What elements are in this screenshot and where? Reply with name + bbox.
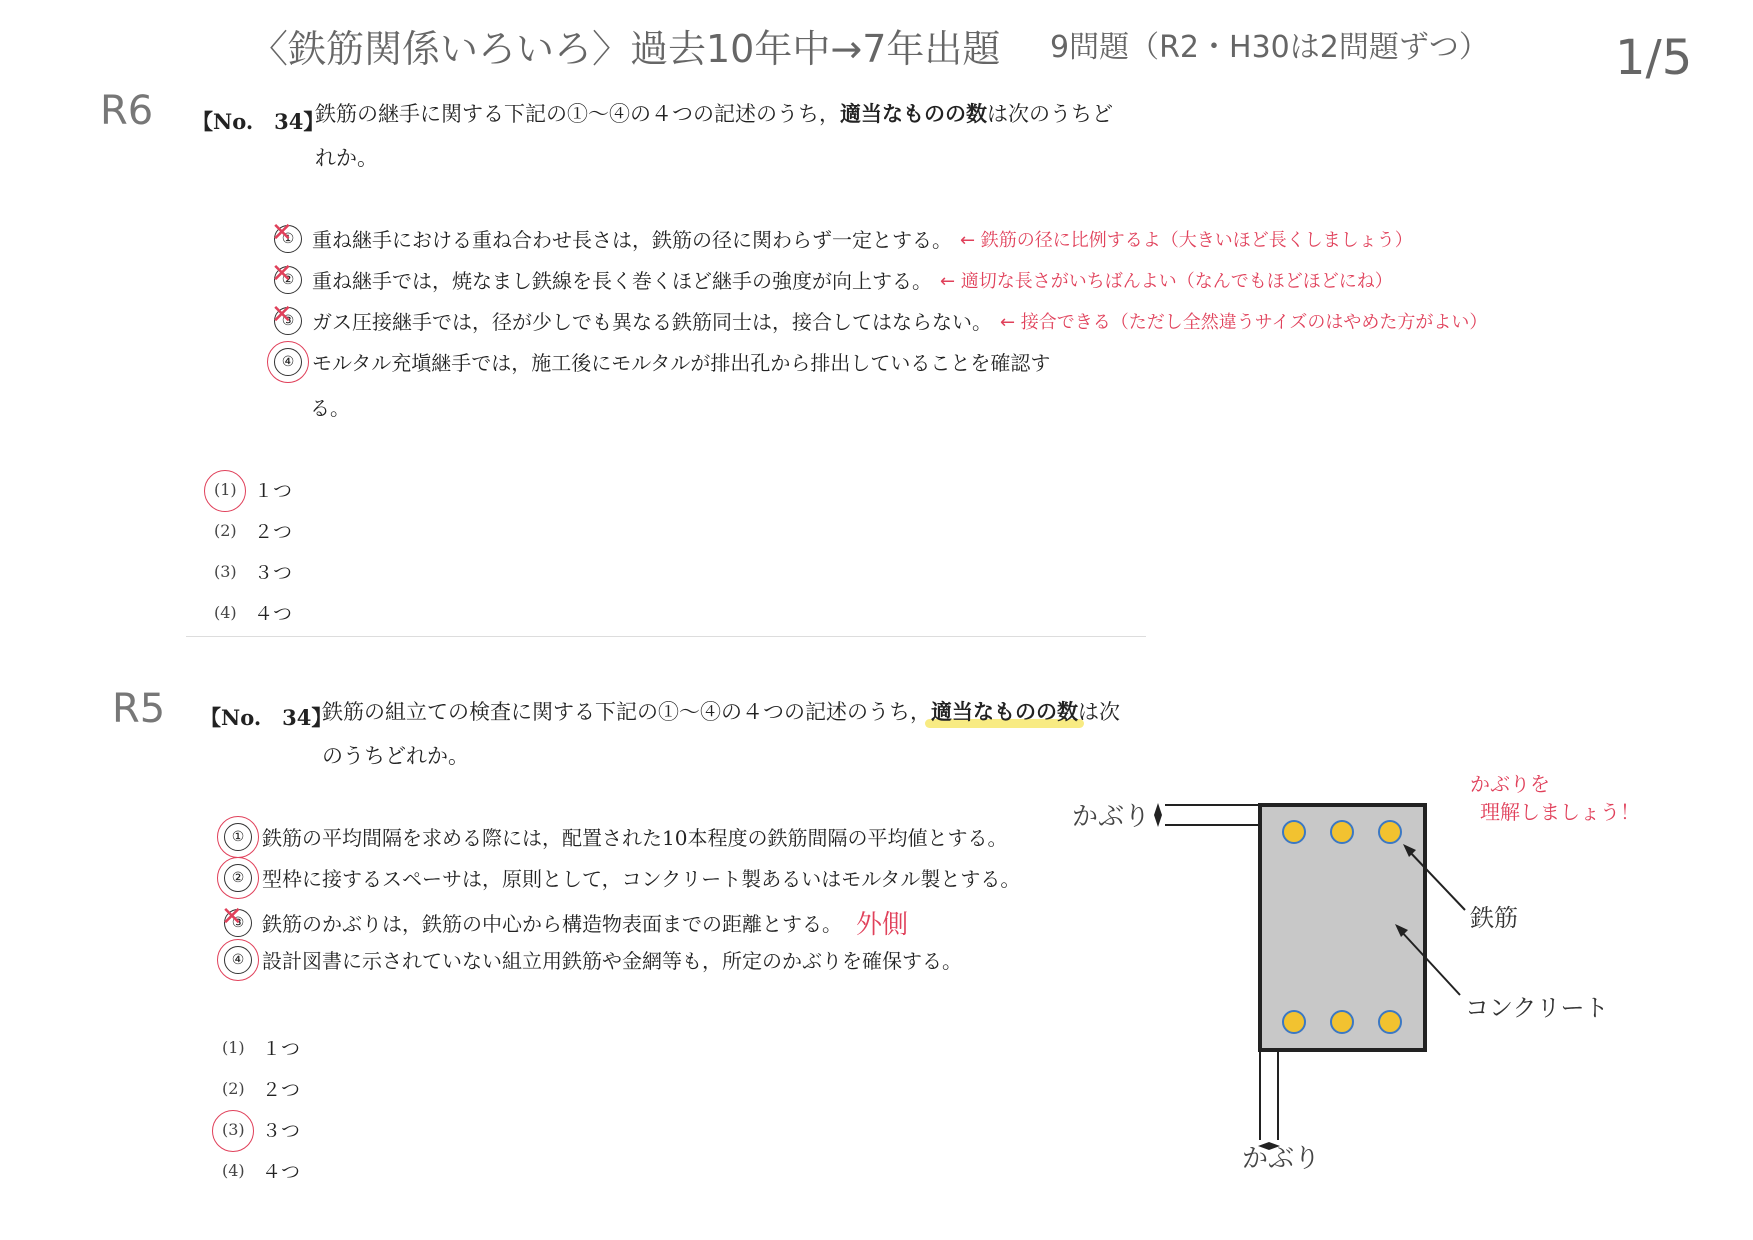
q2-option-4 — [222, 1157, 300, 1184]
q1-option-3 — [214, 558, 292, 585]
q2-statement-4-number: ④ — [224, 946, 252, 974]
q2-option-1-number: (1) — [222, 1038, 245, 1057]
rebar-top-2 — [1331, 821, 1353, 843]
q1-statement-3-number: ③ ✕ — [274, 307, 302, 335]
q2-statement-1-number: ① — [224, 823, 252, 851]
q1-option-1-number: (1) — [214, 480, 254, 499]
q2-option-1-label: １つ — [262, 1038, 301, 1060]
header-title: 〈鉄筋関係いろいろ〉過去10年中→7年出題 — [250, 27, 1001, 71]
q2-statement-4 — [224, 945, 962, 974]
q1-statement-3-note: ← 接合できる（ただし全然違うサイズのはやめた方がよい） — [1000, 311, 1488, 333]
q2-statement-2-number: ② — [224, 864, 252, 892]
q2-option-4-label: ４つ — [262, 1161, 301, 1183]
q1-statement-1-note: ← 鉄筋の径に比例するよ（大きいほど長くしましょう） — [960, 229, 1413, 251]
q1-question-line2: れか。 — [315, 146, 378, 170]
q1-statement-4 — [274, 347, 1050, 376]
q2-option-3-number: (3) — [222, 1120, 262, 1139]
q1-year-label: R6 — [100, 88, 154, 134]
q2-statement-2-text: 型枠に接するスペーサは，原則として，コンクリート製あるいはモルタル製とする。 — [262, 867, 1021, 891]
q1-statement-2-note: ← 適切な長さがいちばんよい（なんでもほどほどにね） — [940, 270, 1393, 292]
q1-bottom-divider — [186, 636, 1146, 637]
q1-statement-4-continued: る。 — [310, 396, 350, 420]
q1-statement-3 — [274, 306, 1487, 335]
q1-statement-1 — [274, 224, 1413, 253]
q1-option-2 — [214, 517, 292, 544]
rebar-bottom-1 — [1283, 1011, 1305, 1033]
q1-option-3-number: (3) — [214, 562, 237, 581]
rebar-label: 鉄筋 — [1470, 904, 1518, 932]
q2-year-label: R5 — [112, 686, 166, 732]
q2-statement-2 — [224, 863, 1020, 892]
q2-highlight: 適当なものの数 — [931, 699, 1078, 724]
q1-statement-1-number: ① ✕ — [274, 225, 302, 253]
q2-statement-3-number: ③ ✕ — [224, 909, 252, 937]
header-count: 9問題（R2・H30は2問題ずつ） — [1050, 30, 1489, 65]
q2-option-2-number: (2) — [222, 1079, 245, 1098]
q2-text-after: は次 — [1078, 700, 1120, 724]
q2-option-1 — [222, 1034, 300, 1061]
q1-option-4-number: (4) — [214, 603, 237, 622]
q1-option-1-label: １つ — [254, 480, 293, 502]
q2-question-line1 — [322, 690, 1120, 734]
q1-statement-4-number: ④ — [274, 348, 302, 376]
q2-statement-3-text: 鉄筋のかぶりは，鉄筋の中心から構造物表面までの距離とする。 — [262, 912, 842, 936]
concrete-label: コンクリート — [1465, 994, 1609, 1022]
top-rebars — [1283, 821, 1401, 843]
q1-statement-1-text: 重ね継手における重ね合わせ長さは，鉄筋の径に関わらず一定とする。 — [312, 228, 952, 252]
q1-text-after: は次のうちど — [987, 102, 1113, 126]
page-number: 1/5 — [1615, 30, 1693, 86]
rebar-top-3 — [1379, 821, 1401, 843]
q1-option-3-label: ３つ — [254, 562, 293, 584]
q2-statement-3-note: 外側 — [856, 910, 909, 940]
q2-option-2-label: ２つ — [262, 1079, 301, 1101]
q1-statement-2 — [274, 265, 1393, 294]
rebar-top-1 — [1283, 821, 1305, 843]
q1-text-before: 鉄筋の継手に関する下記の①〜④の４つの記述のうち， — [315, 102, 840, 126]
q2-statement-1 — [224, 822, 1007, 851]
cover-top-arrow — [1154, 803, 1162, 827]
q2-statement-3 — [224, 904, 908, 941]
q2-statement-4-text: 設計図書に示されていない組立用鉄筋や金網等も，所定のかぶりを確保する。 — [262, 949, 962, 973]
q2-text-before: 鉄筋の組立ての検査に関する下記の①〜④の４つの記述のうち， — [322, 700, 931, 724]
diagram-note-line1: かぶりを — [1470, 772, 1550, 796]
q2-number: 【No. 34】 — [200, 705, 333, 730]
cover-top-label: かぶり — [1072, 802, 1151, 832]
q1-statement-3-text: ガス圧接継手では，径が少しでも異なる鉄筋同士は，接合してはならない。 — [312, 310, 992, 334]
q1-question-line1 — [315, 92, 1113, 136]
q2-option-4-number: (4) — [222, 1161, 245, 1180]
cover-bottom-label: かぶり — [1242, 1144, 1321, 1174]
rebar-bottom-3 — [1379, 1011, 1401, 1033]
q2-option-3-label: ３つ — [262, 1120, 301, 1142]
q1-statement-2-text: 重ね継手では，焼なまし鉄線を長く巻くほど継手の強度が向上する。 — [312, 269, 932, 293]
q1-option-4-label: ４つ — [254, 603, 293, 625]
q1-option-2-label: ２つ — [254, 521, 293, 543]
q1-option-1 — [214, 476, 292, 503]
rebar-bottom-2 — [1331, 1011, 1353, 1033]
q2-question-line2: のうちどれか。 — [322, 744, 469, 768]
q1-option-2-number: (2) — [214, 521, 237, 540]
q2-option-3 — [222, 1116, 300, 1143]
q1-number: 【No. 34】 — [192, 109, 325, 134]
diagram-note-line2: 理解しましょう！ — [1480, 800, 1640, 824]
q1-statement-2-number: ② ✕ — [274, 266, 302, 294]
q1-highlight: 適当なものの数 — [840, 101, 987, 126]
q1-option-4 — [214, 599, 292, 626]
bottom-rebars — [1283, 1011, 1401, 1033]
q2-option-2 — [222, 1075, 300, 1102]
q2-statement-1-text: 鉄筋の平均間隔を求める際には，配置された10本程度の鉄筋間隔の平均値とする。 — [262, 826, 1008, 850]
q1-statement-4-text: モルタル充塡継手では，施工後にモルタルが排出孔から排出していることを確認す — [312, 351, 1051, 375]
